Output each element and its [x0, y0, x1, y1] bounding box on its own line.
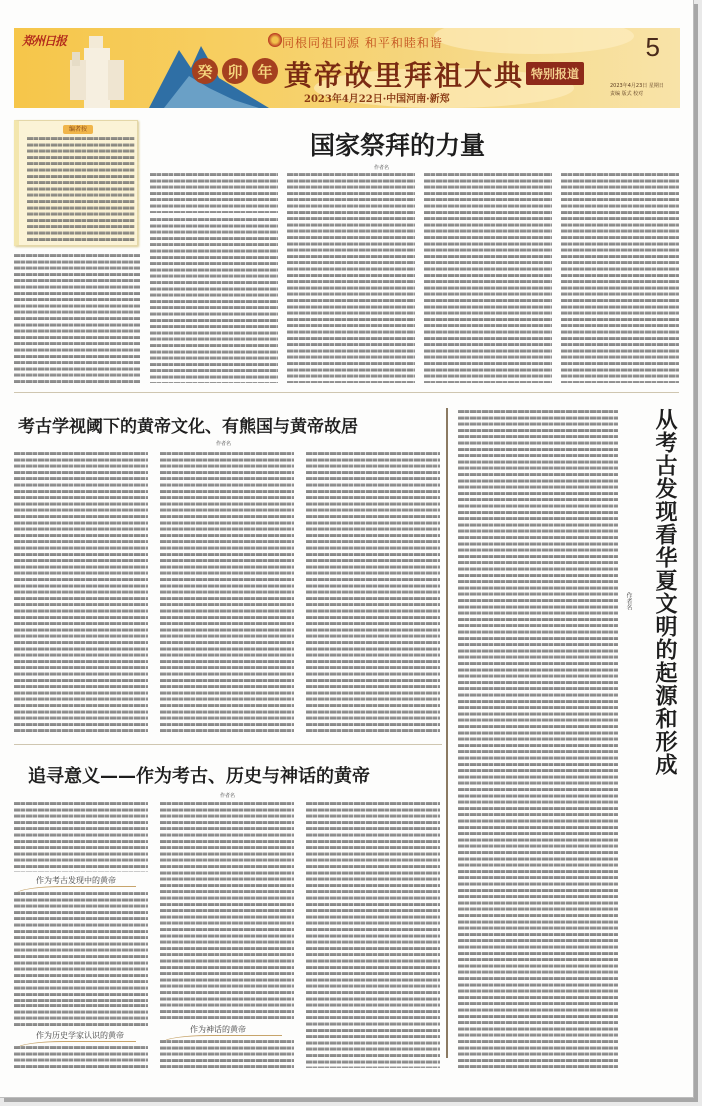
article-1-column: [424, 173, 552, 383]
article-1-byline: 作者名: [374, 165, 390, 171]
section-divider: [14, 392, 679, 393]
year-char: 年: [252, 58, 278, 84]
article-4-subhead: 作为历史学家认识的黄帝: [36, 1031, 124, 1040]
editor-note-box: [14, 120, 138, 246]
article-4-column: [160, 802, 294, 1020]
article-2-headline: 考古学视阈下的黄帝文化、有熊国与黄帝故居: [18, 417, 358, 437]
article-4-headline: 追寻意义——作为考古、历史与神话的黄帝: [28, 766, 370, 787]
article-4-column: [14, 892, 148, 1002]
decorative-swirl: [434, 28, 634, 54]
article-2-column: [306, 452, 440, 734]
newspaper-logo: 郑州日报: [22, 34, 67, 48]
year-char: 癸: [192, 58, 218, 84]
event-date-location: 2023年4月22日·中国河南·新郑: [304, 94, 450, 105]
article-4-column: [160, 1040, 294, 1068]
article-1-column: [150, 173, 278, 213]
editor-note-label: 编者按: [63, 125, 93, 134]
column-divider: [446, 408, 448, 1058]
article-4-subhead: 作为神话的黄帝: [190, 1025, 246, 1034]
event-title: 黄帝故里拜祖大典: [284, 59, 525, 92]
article-1-headline: 国家祭拜的力量: [310, 131, 486, 160]
article-2-column: [14, 452, 148, 734]
article-1-column: [14, 254, 140, 384]
article-2-byline: 作者名: [216, 441, 232, 447]
masthead-banner: [14, 28, 680, 108]
article-3-headline: 从考古发现看华夏文明的起源和形成: [652, 408, 677, 776]
article-3-byline: 作者名: [625, 592, 632, 610]
editor-note-text: [27, 137, 135, 241]
article-4-subhead: 作为考古发现中的黄帝: [36, 876, 116, 885]
article-4-column: [306, 802, 440, 1068]
special-report-badge: 特别报道: [526, 62, 584, 85]
article-4-column: [14, 1046, 148, 1068]
article-4-column: [14, 802, 148, 872]
edition-info: [610, 82, 672, 98]
article-1-column: [287, 173, 415, 383]
section-divider: [14, 744, 442, 745]
year-label: [192, 58, 278, 84]
edition-editors: 责编 版式 校对: [610, 91, 644, 97]
article-2-column: [160, 452, 294, 734]
year-char: 卯: [222, 58, 248, 84]
huangdi-statue-illustration: [62, 34, 132, 108]
edition-date: 2023年4月23日 星期日: [610, 83, 664, 89]
article-3-column: [458, 410, 618, 1070]
slogan: 同根同祖同源 和平和睦和谐: [282, 36, 443, 50]
article-4-column: [14, 1004, 148, 1026]
article-1-column: [561, 173, 679, 383]
national-emblem-icon: [268, 33, 282, 47]
page-number: 5: [645, 32, 660, 62]
article-1-column: [150, 218, 278, 383]
article-4-byline: 作者名: [220, 793, 236, 799]
